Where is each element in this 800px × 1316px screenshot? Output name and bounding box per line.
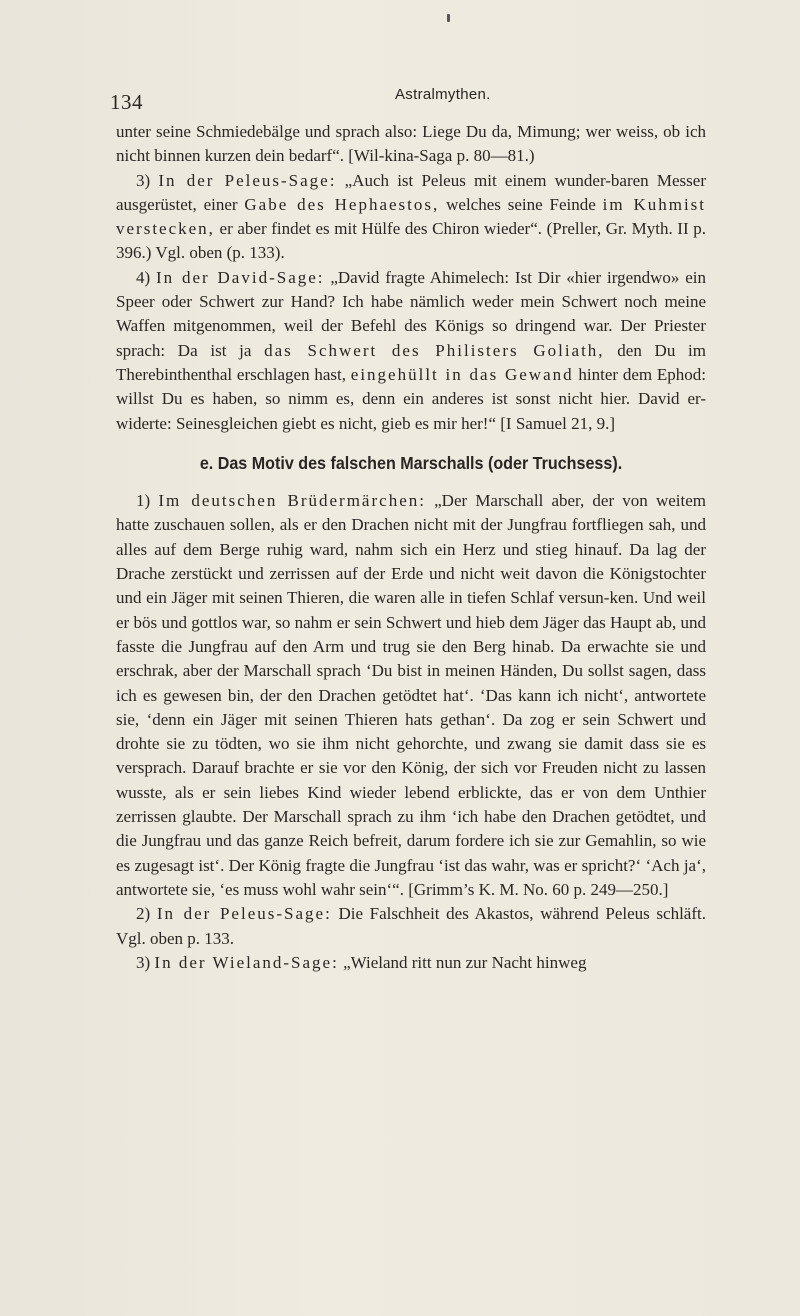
item-number: 3) bbox=[136, 170, 159, 190]
spaced-phrase: eingehüllt in das Gewand bbox=[350, 364, 574, 384]
text-run: den Du im Therebinthenthal erschlagen hast, bbox=[116, 340, 706, 384]
text-run: welches seine Feinde bbox=[439, 194, 603, 214]
spaced-phrase: In der Wieland-Sage: bbox=[154, 952, 339, 972]
running-title: Astralmythen. bbox=[395, 86, 491, 103]
item-number: 1) bbox=[136, 491, 159, 511]
spaced-phrase: im Kuhmist verstecken, bbox=[116, 194, 707, 239]
paragraph-wieland-sage bbox=[116, 951, 706, 975]
text-run: „Wieland ritt nun zur Nacht hinweg bbox=[338, 952, 587, 972]
spaced-phrase: Gabe des Hephaestos, bbox=[244, 194, 440, 214]
spaced-phrase: In der Peleus-Sage: bbox=[156, 904, 332, 924]
page-header bbox=[0, 84, 800, 114]
spaced-phrase: Im deutschen Brüdermärchen: bbox=[158, 491, 426, 511]
paragraph-peleus-sage bbox=[116, 169, 706, 266]
paragraph-peleus-sage-2 bbox=[116, 902, 706, 951]
section-heading: e. Das Motiv des falschen Marschalls (oder Truchsess). bbox=[199, 452, 623, 473]
spaced-phrase: das Schwert des Philisters Goliath, bbox=[264, 340, 605, 360]
item-number: 2) bbox=[136, 904, 157, 924]
page-body bbox=[116, 120, 706, 975]
text-run: „Auch ist Peleus mit einem wunder-baren Messer ausgerüstet, einer bbox=[116, 170, 706, 214]
text-run: „David fragte Ahimelech: Ist Dir «hier irgendwo» ein Speer oder Schwert zur Hand? Ich habe nämlich weder mein Schwert noch meine Waffen mitgenommen, weil der Befehl des Königs so dringend war. Der Priester sprach: Da ist ja bbox=[116, 267, 707, 360]
item-number: 3) bbox=[136, 952, 155, 972]
page-number: 134 bbox=[110, 90, 143, 114]
paragraph-continuation: unter seine Schmiedebälge und sprach also: Liege Du da, Mimung; wer weiss, ob ich nicht binnen kurzen dein bedarf“. [Wil-kina-Saga p. 80—81.) bbox=[116, 122, 706, 166]
text-run: Die Falschheit des Akastos, während Peleus schläft. Vgl. oben p. 133. bbox=[116, 904, 706, 948]
ink-mark bbox=[447, 14, 450, 22]
text-run: er aber findet es mit Hülfe des Chiron wieder“. (Preller, Gr. Myth. II p. 396.) Vgl. oben (p. 133). bbox=[116, 219, 706, 263]
paragraph-david-sage bbox=[116, 266, 706, 436]
text-run: „Der Marschall aber, der von weitem hatte zuschauen sollen, als er den Drachen nicht mit der Jungfrau fortfliegen sah, und alles auf dem Berge ruhig ward, nahm sich ein Herz und stieg hinauf. Da lag der Drache zerstückt und zerrissen auf der Erde und nicht weit davon die Königstochter und ein Jäger mit seinen Thieren, die waren alle in tiefen Schlaf versun-ken. Und weil er bös und gottlos war, so nahm er sein Schwert und hieb dem Jäger das Haupt ab, und fasste die Jungfrau auf den Arm und trug sie den Berg hinab. Da erwachte sie und erschrak, aber der Marschall sprach ‘Du bist in meinen Händen, Du sollst sagen, dass ich es gewesen bin, der den Drachen getödtet hat‘. ‘Das kann ich nicht‘, antwortete sie, ‘denn ein Jäger mit seinen Thieren hats gethan‘. Da zog er sein Schwert und drohte sie zu tödten, wo sie ihm nicht gehorchte, und zwang sie damit dass sie es versprach. Darauf brachte er sie vor den König, der sich vor Freuden nicht zu lassen wusste, als er sein liebes Kind wieder lebend erblickte, das er von dem Unthier zerrissen glaubte. Der Marschall sprach zu ihm ‘ich habe den Drachen getödtet, und die Jungfrau und das ganze Reich befreit, darum fordere ich sie zur Gemahlin, so wie es zugesagt ist‘. Der König fragte die Jungfrau ‘ist das wahr, was er spricht?‘ ‘Ach ja‘, antwortete sie, ‘es muss wohl wahr sein‘“. [Grimm’s K. M. No. 60 p. 249—250.] bbox=[116, 491, 706, 899]
paragraph-bruedermaerchen bbox=[116, 489, 706, 902]
item-number: 4) bbox=[136, 267, 156, 287]
spaced-phrase: In der David-Sage: bbox=[156, 267, 325, 287]
spaced-phrase: In der Peleus-Sage: bbox=[158, 170, 337, 190]
text-run: hinter dem Ephod: willst Du es haben, so nimm es, denn ein anderes ist sonst nicht hier. David er-widerte: Seinesgleichen giebt es nicht, gieb es mir her!“ [I Samuel 21, 9.] bbox=[116, 364, 707, 433]
